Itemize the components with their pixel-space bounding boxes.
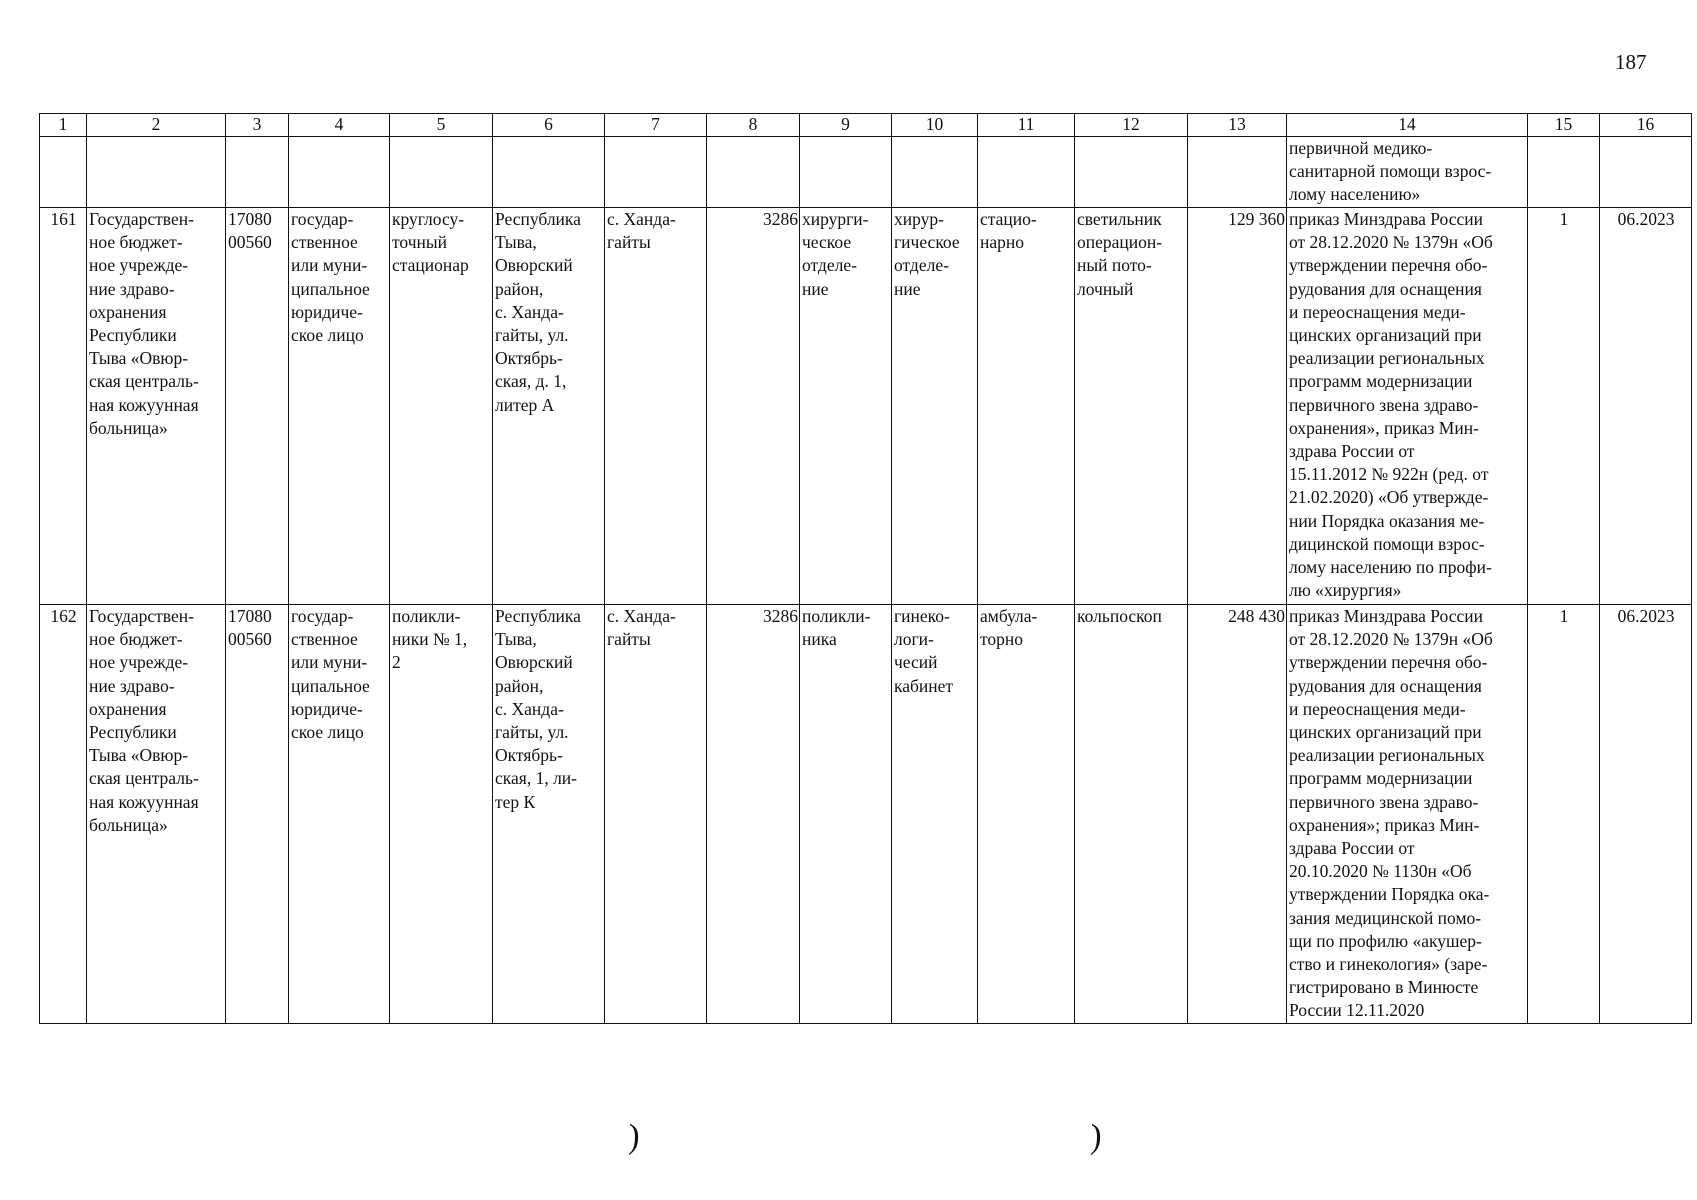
- column-header: 8: [707, 114, 800, 137]
- unit-type: поликли- ники № 1, 2: [390, 605, 493, 1024]
- table-cell: [707, 137, 800, 208]
- column-header: 10: [892, 114, 978, 137]
- settlement: с. Ханда- гайты: [605, 208, 707, 605]
- address: Республика Тыва, Овюрский район, с. Ханда- гайты, ул. Октябрь- ская, д. 1, литер А: [493, 208, 605, 605]
- handwritten-mark: ): [625, 1117, 642, 1156]
- column-header: 5: [390, 114, 493, 137]
- room: хирур- гическое отделе- ние: [892, 208, 978, 605]
- column-header: 7: [605, 114, 707, 137]
- table-cell: [978, 137, 1075, 208]
- column-header: 3: [226, 114, 289, 137]
- table-cell: [800, 137, 892, 208]
- table-cell: [892, 137, 978, 208]
- legal-basis-cell: приказ Минздрава России от 28.12.2020 № 1379н «Об утверждении перечня обо- рудования для оснащения и переоснащения меди- цинских организаций при реализации региональных программ модернизации первичного звена здраво- охранения», приказ Мин- здрава России от 15.11.2012 № 922н (ред. от 21.02.2020) «Об утвержде- нии Порядка оказания ме- дицинской помощи взрос- лому населению по профи- лю «хирургия»: [1287, 208, 1528, 605]
- column-header: 11: [978, 114, 1075, 137]
- date: 06.2023: [1600, 208, 1692, 605]
- table-cell: [226, 137, 289, 208]
- equipment: светильник операцион- ный пото- лочный: [1075, 208, 1188, 605]
- table-row: [40, 605, 1692, 1024]
- room: гинеко- логи- чесий кабинет: [892, 605, 978, 1024]
- column-header: 2: [87, 114, 226, 137]
- population: 3286: [707, 208, 800, 605]
- legal-basis-cell: приказ Минздрава России от 28.12.2020 № 1379н «Об утверждении перечня обо- рудования для оснащения и переоснащения меди- цинских организаций при реализации региональных программ модернизации первичного звена здраво- охранения»; приказ Мин- здрава России от 20.10.2020 № 1130н «Об утверждении Порядка ока- зания медицинской помо- щи по профилю «акушер- ство и гинекология» (заре- гистрировано в Минюсте России 12.11.2020: [1287, 605, 1528, 1024]
- column-header: 1: [40, 114, 87, 137]
- org-code: 17080 00560: [226, 605, 289, 1024]
- table-cell: [1600, 137, 1692, 208]
- row-number: 161: [40, 208, 87, 605]
- column-header: 9: [800, 114, 892, 137]
- table-cell: [390, 137, 493, 208]
- org-code: 17080 00560: [226, 208, 289, 605]
- page-number: 187: [1615, 50, 1647, 74]
- settlement: с. Ханда- гайты: [605, 605, 707, 1024]
- population: 3286: [707, 605, 800, 1024]
- column-header: 16: [1600, 114, 1692, 137]
- unit-type: круглосу- точный стационар: [390, 208, 493, 605]
- quantity: 1: [1528, 208, 1600, 605]
- header-row: [40, 114, 1692, 137]
- table-cell: [87, 137, 226, 208]
- table-cell: [493, 137, 605, 208]
- column-header: 14: [1287, 114, 1528, 137]
- cost: 129 360: [1188, 208, 1287, 605]
- column-header: 6: [493, 114, 605, 137]
- table-cell: [1188, 137, 1287, 208]
- address: Республика Тыва, Овюрский район, с. Ханда- гайты, ул. Октябрь- ская, 1, ли- тер К: [493, 605, 605, 1024]
- care-mode: амбула- торно: [978, 605, 1075, 1024]
- data-table: [39, 113, 1692, 1024]
- column-header: 13: [1188, 114, 1287, 137]
- table-cell: [40, 137, 87, 208]
- continuation-row: [40, 137, 1692, 208]
- table-cell: [1075, 137, 1188, 208]
- legal-form: государ- ственное или муни- ципальное юридиче- ское лицо: [289, 208, 390, 605]
- quantity: 1: [1528, 605, 1600, 1024]
- column-header: 12: [1075, 114, 1188, 137]
- care-mode: стацио- нарно: [978, 208, 1075, 605]
- handwritten-mark: ): [1087, 1117, 1104, 1156]
- table-cell: [605, 137, 707, 208]
- table-cell: [289, 137, 390, 208]
- table-cell: [1528, 137, 1600, 208]
- organization-name: Государствен- ное бюджет- ное учрежде- ние здраво- охранения Республики Тыва «Овюр- ская централь- ная кожуунная больница»: [87, 605, 226, 1024]
- column-header: 15: [1528, 114, 1600, 137]
- legal-basis-cell: первичной медико- санитарной помощи взрос- лому населению»: [1287, 137, 1528, 208]
- cost: 248 430: [1188, 605, 1287, 1024]
- department: поликли- ника: [800, 605, 892, 1024]
- row-number: 162: [40, 605, 87, 1024]
- table-row: [40, 208, 1692, 605]
- organization-name: Государствен- ное бюджет- ное учрежде- ние здраво- охранения Республики Тыва «Овюр- ская централь- ная кожуунная больница»: [87, 208, 226, 605]
- date: 06.2023: [1600, 605, 1692, 1024]
- column-header: 4: [289, 114, 390, 137]
- legal-form: государ- ственное или муни- ципальное юридиче- ское лицо: [289, 605, 390, 1024]
- department: хирурги- ческое отделе- ние: [800, 208, 892, 605]
- equipment: кольпоскоп: [1075, 605, 1188, 1024]
